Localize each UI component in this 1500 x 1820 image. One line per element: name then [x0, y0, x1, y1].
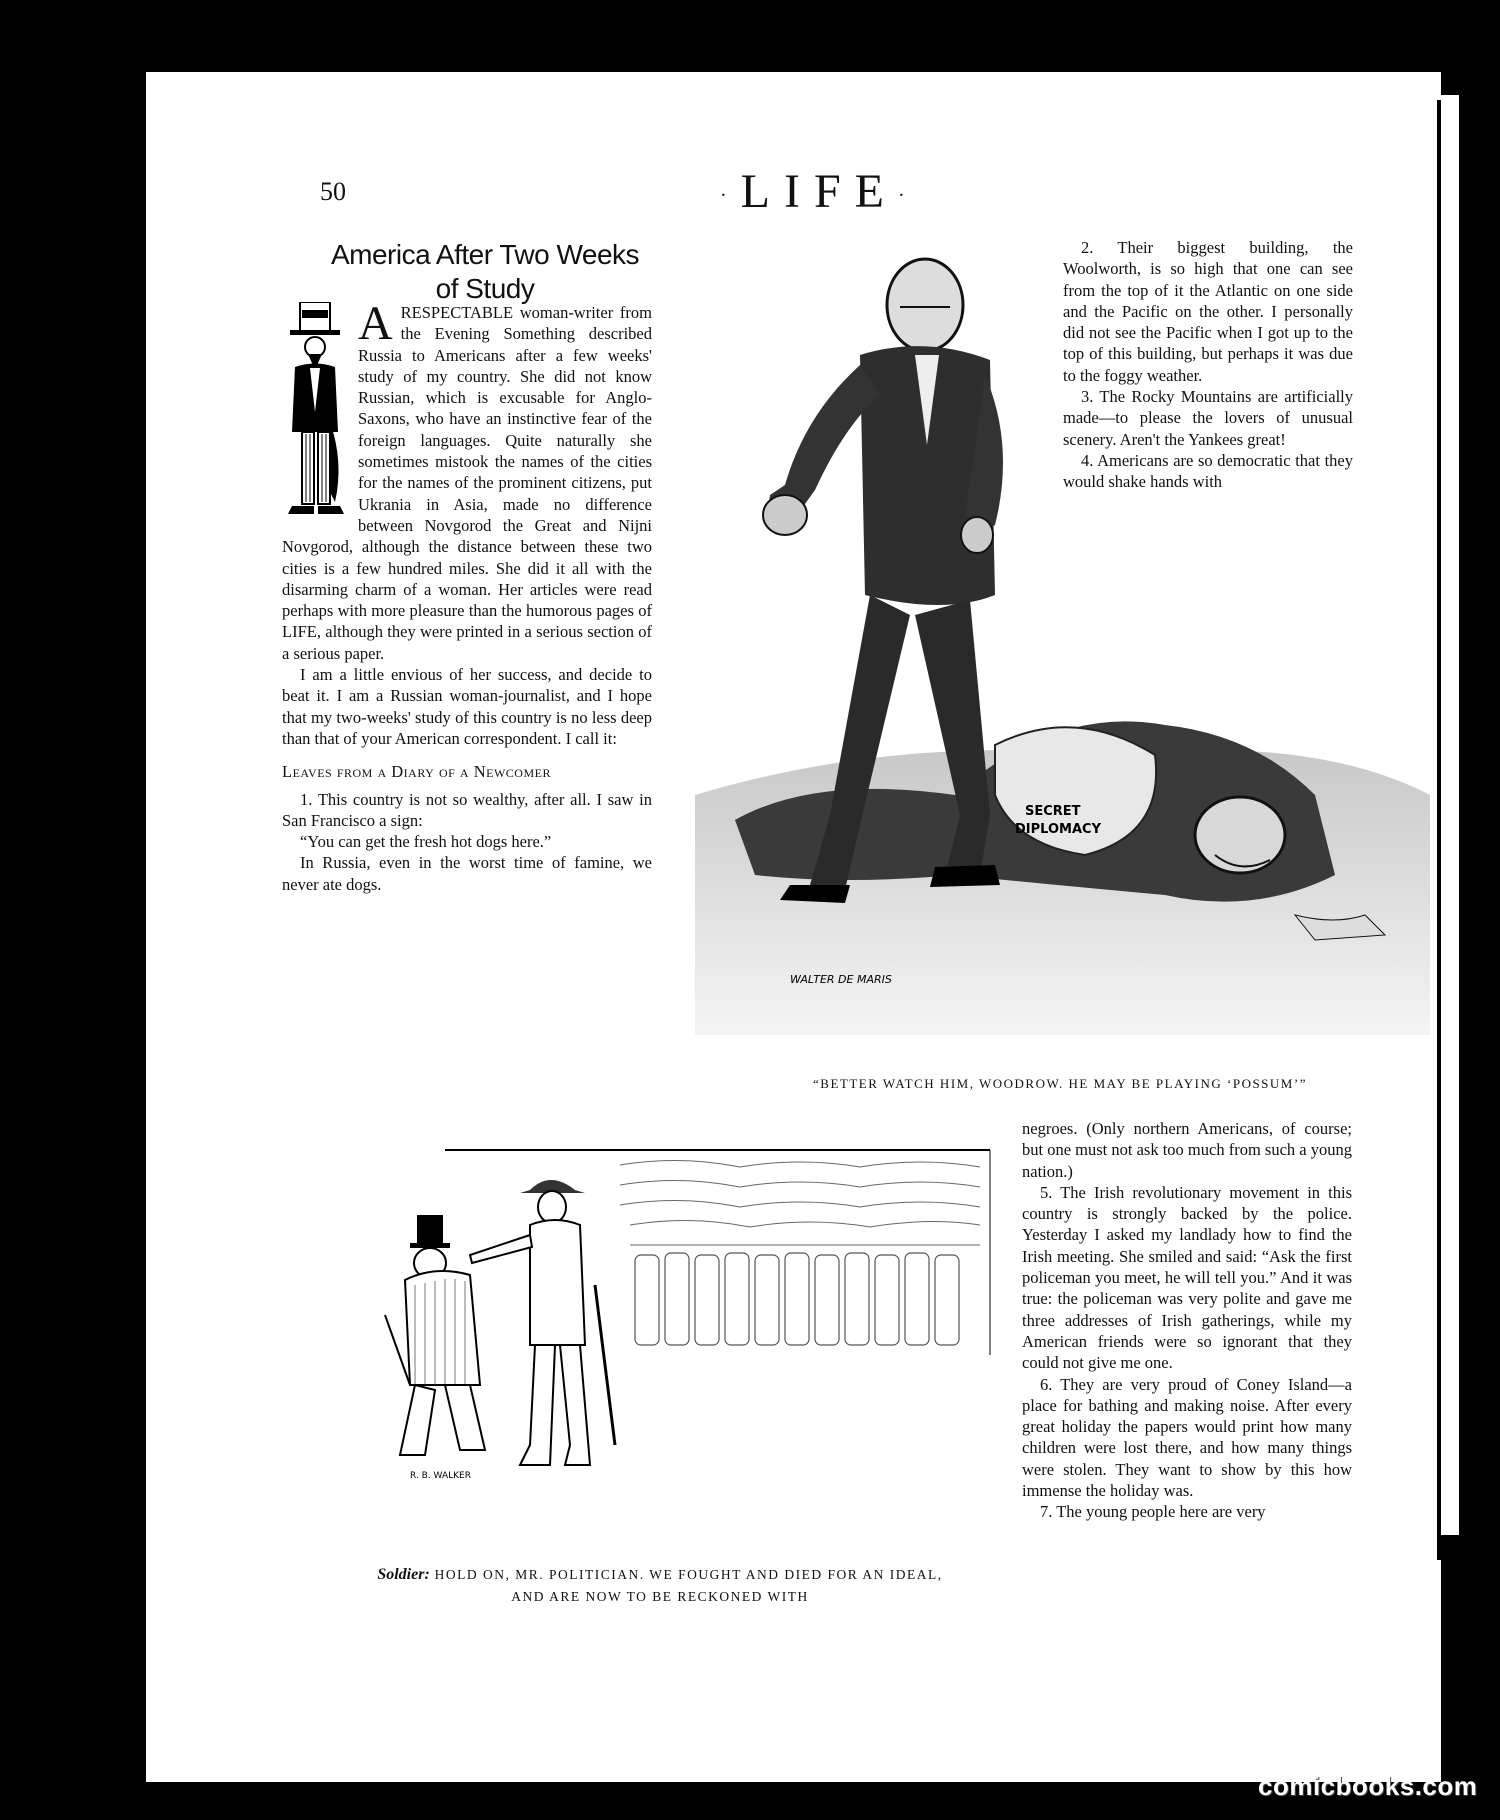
list-item-1-quote: “You can get the fresh hot dogs here.”	[300, 832, 552, 852]
cartoon1-caption: “BETTER WATCH HIM, WOODROW. HE MAY BE PLAYING ‘POSSUM’”	[813, 1076, 1307, 1091]
list-item-4: 4. Americans are so democratic that they would shake hands with	[1063, 450, 1353, 492]
list-item-5: 5. The Irish revolutionary movement in this country is strongly backed by the police. Yesterday I asked my landlady how to find the Irish meeting. She smiled and said: “Ask the first policeman you meet, he will tell you.” And it was true: the policeman was very polite and gave me three addresses of Irish gatherings, while my American friends were so ignorant that they could not give me one.	[1022, 1182, 1352, 1373]
cartoon1-signature: WALTER DE MARIS	[790, 973, 892, 986]
cartoon2-caption	[350, 1564, 970, 1608]
article-column-right-bottom	[1022, 1118, 1352, 1523]
drop-cap: A	[358, 297, 393, 350]
list-item-7: 7. The young people here are very	[1040, 1502, 1266, 1522]
list-item-2: 2. Their biggest building, the Woolworth, is so high that one can see from the top of it the Atlantic on one side and the Pacific on the other. I personally did not see the Pacific when I got up to the top of this building, but perhaps it was due to the foggy weather.	[1063, 238, 1353, 385]
list-item-1-tail: In Russia, even in the worst time of famine, we never ate dogs.	[282, 853, 652, 894]
crowd-background	[620, 1160, 980, 1245]
page-gutter	[1437, 100, 1441, 1560]
paragraph-2: I am a little envious of her success, and decide to beat it. I am a Russian woman-journalist, and I hope that my two-weeks' study of this country is no less deep than that of your American correspondent. I call it:	[282, 665, 652, 748]
page-number: 50	[320, 177, 346, 206]
article-title-line1: America After Two Weeks	[330, 239, 640, 270]
list-item-4-continued: negroes. (Only northern Americans, of course; but one must not ask too much from such a young nation.)	[1022, 1119, 1352, 1181]
list-item-3: 3. The Rocky Mountains are artificially made—to please the lovers of unusual scenery. Aren't the Yankees great!	[1063, 387, 1353, 449]
masthead-title: LIFE	[740, 165, 898, 218]
article-column-left	[282, 297, 652, 895]
uncle-sam-illustration	[280, 302, 350, 520]
list-item-6: 6. They are very proud of Coney Island—a place for bathing and making noise. After every great holiday the papers would print how many children were lost there, and how many things were stolen. They want to show by this how immense the holiday was.	[1022, 1374, 1352, 1501]
cartoon2-caption-line2: AND ARE NOW TO BE RECKONED WITH	[511, 1589, 809, 1604]
facing-page-edge	[1441, 95, 1459, 1535]
article-title-line2: of Study	[435, 273, 535, 304]
list-item-1: 1. This country is not so wealthy, after all. I saw in San Francisco a sign:	[282, 789, 652, 830]
secret-label-line2: DIPLOMACY	[1015, 822, 1101, 837]
cartoon2-signature: R. B. WALKER	[410, 1471, 471, 1481]
secret-label-line1: SECRET	[1025, 804, 1081, 819]
cartoon2-caption-line1: HOLD ON, MR. POLITICIAN. WE FOUGHT AND DIED FOR AN IDEAL,	[434, 1567, 943, 1582]
article-title	[315, 238, 655, 306]
site-watermark: comicbooks.com	[1258, 1771, 1478, 1801]
section-subhead: Leaves from a Diary of a Newcomer	[282, 762, 551, 782]
cartoon-wilson-secret-diplomacy	[695, 235, 1430, 1035]
paragraph-1: RESPECTABLE woman-writer from the Evening Something described Russia to Americans after a few weeks' study of my country. She did not know Russian, which is excusable for Anglo-Saxons, who have an instinctive fear of the foreign languages. Quite naturally she sometimes mistook the names of the cities for the names of the prominent citizens, put Ukrania in Asia, made no difference between Novgorod the Great and Nijni Novgorod, although the distance between these two cities is a few hundred miles. She did it all with the disarming charm of a woman. Her articles were read perhaps with more pleasure than the humorous pages of LIFE, although they were printed in a serious section of a serious paper.	[282, 303, 652, 663]
cartoon2-speaker: Soldier:	[377, 1566, 430, 1583]
masthead: ·LIFE·	[720, 165, 919, 218]
cartoon-soldier-politician	[380, 1145, 1000, 1565]
